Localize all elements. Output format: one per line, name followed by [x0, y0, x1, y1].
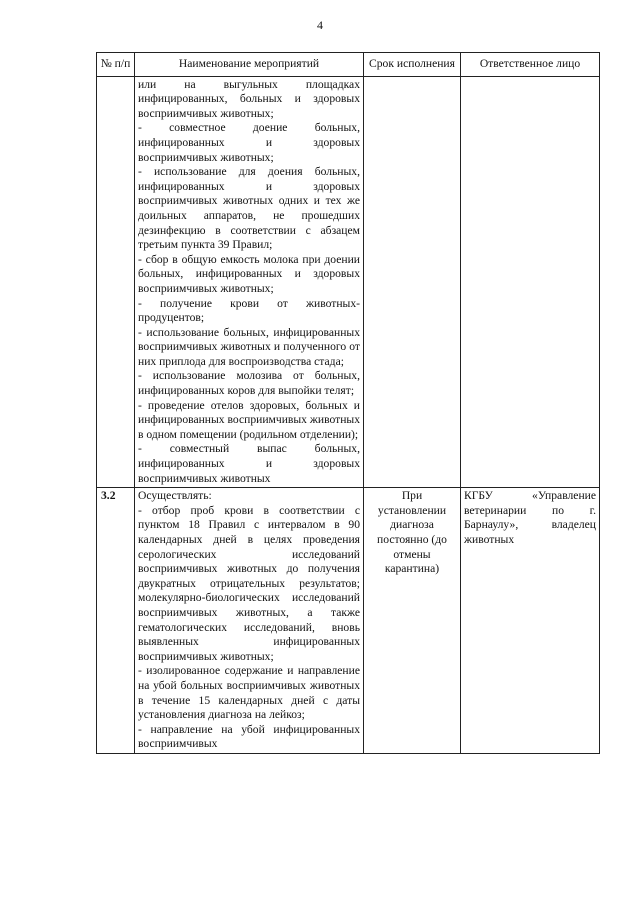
- description-line: - проведение отелов здоровых, больных и инфицированных восприимчивых животных в одном помещении (родильном отделении);: [138, 398, 360, 441]
- description-line: - направление на убой инфицированных восприимчивых: [138, 722, 360, 751]
- row-responsible: [461, 76, 600, 488]
- row-number: [97, 76, 135, 488]
- row-deadline: [364, 76, 461, 488]
- row-description: [135, 488, 364, 754]
- row-description: [135, 76, 364, 488]
- header-responsible: Ответственное лицо: [461, 53, 600, 77]
- description-line: - использование больных, инфицированных восприимчивых животных и полученного от них приплода для воспроизводства стада;: [138, 325, 360, 368]
- page-number: 4: [317, 18, 323, 32]
- table-header-row: [97, 53, 600, 77]
- description-line: или на выгульных площадках инфицированных, больных и здоровых восприимчивых животных;: [138, 77, 360, 120]
- description-line: - использование молозива от больных, инфицированных коров для выпойки телят;: [138, 369, 360, 398]
- description-line: - отбор проб крови в соответствии с пунктом 18 Правил с интервалом в 90 календарных дней в целях проведения серологических исследований восприимчивых животных до получения двукратных отрицательных результатов; молекулярно-биологических исследований восприимчивых животных, а также гематологических исследований, вновь выявленных инфицированных восприимчивых животных;: [138, 503, 360, 663]
- description-line: Осуществлять:: [138, 489, 212, 503]
- description-line: - совместный выпас больных, инфицированных и здоровых восприимчивых животных: [138, 442, 360, 485]
- description-line: - получение крови от животных-продуцентов;: [138, 296, 360, 325]
- description-line: - совместное доение больных, инфицированных и здоровых восприимчивых животных;: [138, 121, 360, 164]
- description-line: - изолированное содержание и направление на убой больных восприимчивых животных в течение 15 календарных дней с даты установления диагноза на лейкоз;: [138, 664, 360, 722]
- row-deadline: При установлении диагноза постоянно (до отмены карантина): [364, 488, 461, 754]
- header-deadline: Срок исполнения: [364, 53, 461, 77]
- row-responsible: КГБУ «Управление ветеринарии по г. Барнаулу», владелец животных: [461, 488, 600, 754]
- table-row: [97, 488, 600, 754]
- description-line: - сбор в общую емкость молока при доении больных, инфицированных и здоровых восприимчивых животных;: [138, 252, 360, 295]
- row-number: 3.2: [97, 488, 135, 754]
- measures-table: [96, 52, 600, 754]
- description-line: - использование для доения больных, инфицированных и здоровых восприимчивых животных одних и тех же доильных аппаратов, не прошедших дезинфекцию в соответствии с абзацем третьим пункта 39 Правил;: [138, 165, 360, 252]
- header-activity: Наименование мероприятий: [135, 53, 364, 77]
- table-row: [97, 76, 600, 488]
- header-number: № п/п: [97, 53, 135, 77]
